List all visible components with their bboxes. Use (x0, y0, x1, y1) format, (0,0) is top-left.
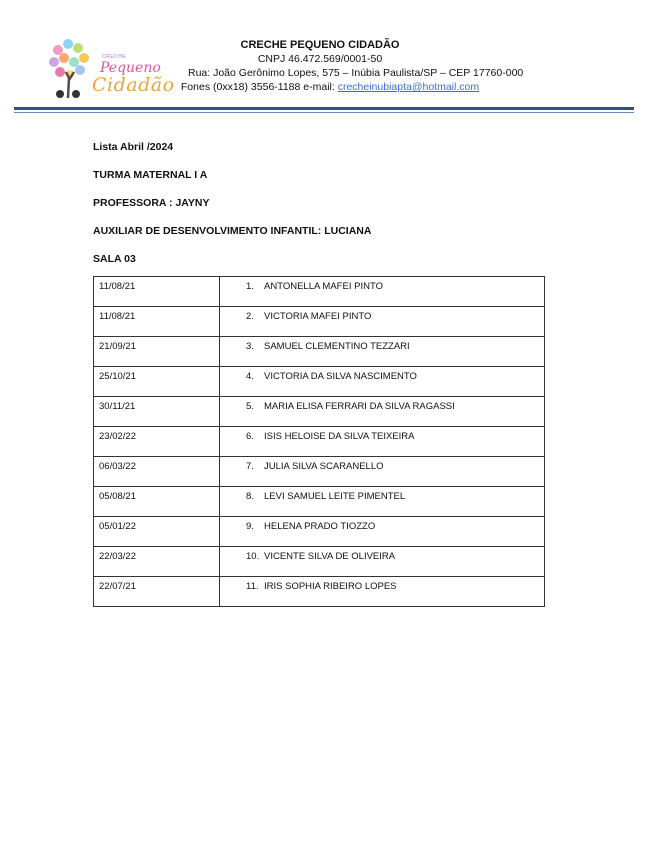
table-row (94, 337, 545, 367)
list-title: Lista Abril /2024 (93, 141, 174, 153)
birth-date: 22/07/21 (94, 577, 220, 607)
room: SALA 03 (93, 253, 136, 265)
birth-date: 11/08/21 (94, 307, 220, 337)
student-name: JULIA SILVA SCARANELLO (264, 461, 384, 472)
table-row (94, 397, 545, 427)
institution-name: CRECHE PEQUENO CIDADÃO (240, 39, 400, 51)
table-row (94, 517, 545, 547)
student-name-cell (220, 487, 545, 517)
table-row (94, 457, 545, 487)
contact-line (180, 80, 480, 94)
birth-date: 11/08/21 (94, 277, 220, 307)
table-row (94, 277, 545, 307)
student-number: 9. (246, 521, 254, 532)
header-divider-thin (14, 112, 634, 113)
student-name: VICTORIA MAFEI PINTO (264, 311, 372, 322)
student-name: VICENTE SILVA DE OLIVEIRA (264, 551, 396, 562)
student-number: 1. (246, 281, 254, 292)
birth-date: 25/10/21 (94, 367, 220, 397)
student-number: 11. (246, 581, 259, 592)
creche-logo (44, 36, 175, 104)
birth-date: 05/01/22 (94, 517, 220, 547)
birth-date: 23/02/22 (94, 427, 220, 457)
logo-word-cidadao: Cidadão (92, 74, 175, 96)
table-row (94, 367, 545, 397)
student-number: 3. (246, 341, 254, 352)
student-name: MARIA ELISA FERRARI DA SILVA RAGASSI (264, 401, 455, 412)
student-name-cell (220, 277, 545, 307)
email-link[interactable]: crecheinubiapta@hotmail.com (337, 81, 480, 93)
birth-date: 30/11/21 (94, 397, 220, 427)
table-row (94, 307, 545, 337)
table-row (94, 577, 545, 607)
table-row (94, 487, 545, 517)
student-name: HELENA PRADO TIOZZO (264, 521, 376, 532)
student-name-cell (220, 397, 545, 427)
student-name-cell (220, 337, 545, 367)
birth-date: 22/03/22 (94, 547, 220, 577)
student-name: LEVI SAMUEL LEITE PIMENTEL (264, 491, 406, 502)
student-name-cell (220, 577, 545, 607)
table-row (94, 547, 545, 577)
student-name-cell (220, 547, 545, 577)
student-name: ANTONELLA MAFEI PINTO (264, 281, 383, 292)
student-number: 5. (246, 401, 254, 412)
header-divider (14, 107, 634, 110)
logo-word-pequeno: Pequeno (100, 60, 161, 76)
letterhead (170, 38, 524, 94)
student-number: 2. (246, 311, 254, 322)
student-number: 4. (246, 371, 254, 382)
student-name: ISIS HELOISE DA SILVA TEIXEIRA (264, 431, 415, 442)
student-name-cell (220, 427, 545, 457)
birth-date: 21/09/21 (94, 337, 220, 367)
address: Rua: João Gerônimo Lopes, 575 – Inúbia Paulista/SP – CEP 17760-000 (188, 67, 524, 79)
student-table-body (94, 277, 545, 607)
student-number: 7. (246, 461, 254, 472)
student-name: IRIS SOPHIA RIBEIRO LOPES (264, 581, 397, 592)
cnpj: CNPJ 46.472.569/0001-50 (257, 53, 383, 65)
student-number: 6. (246, 431, 254, 442)
teacher: PROFESSORA : JAYNY (93, 197, 210, 209)
student-name-cell (220, 457, 545, 487)
student-name: VICTORIA DA SILVA NASCIMENTO (264, 371, 417, 382)
birth-date: 06/03/22 (94, 457, 220, 487)
assistant: AUXILIAR DE DESENVOLVIMENTO INFANTIL: LUCIANA (93, 225, 372, 237)
class-name: TURMA MATERNAL I A (93, 169, 208, 181)
student-name-cell (220, 307, 545, 337)
birth-date: 05/08/21 (94, 487, 220, 517)
student-name: SAMUEL CLEMENTINO TEZZARI (264, 341, 410, 352)
student-name-cell (220, 517, 545, 547)
student-number: 10. (246, 551, 260, 562)
student-number: 8. (246, 491, 254, 502)
student-table (93, 276, 545, 607)
table-row (94, 427, 545, 457)
phones: Fones (0xx18) 3556-1188 e-mail: (180, 81, 338, 93)
student-name-cell (220, 367, 545, 397)
logo-small-text: CRECHE (102, 54, 127, 60)
